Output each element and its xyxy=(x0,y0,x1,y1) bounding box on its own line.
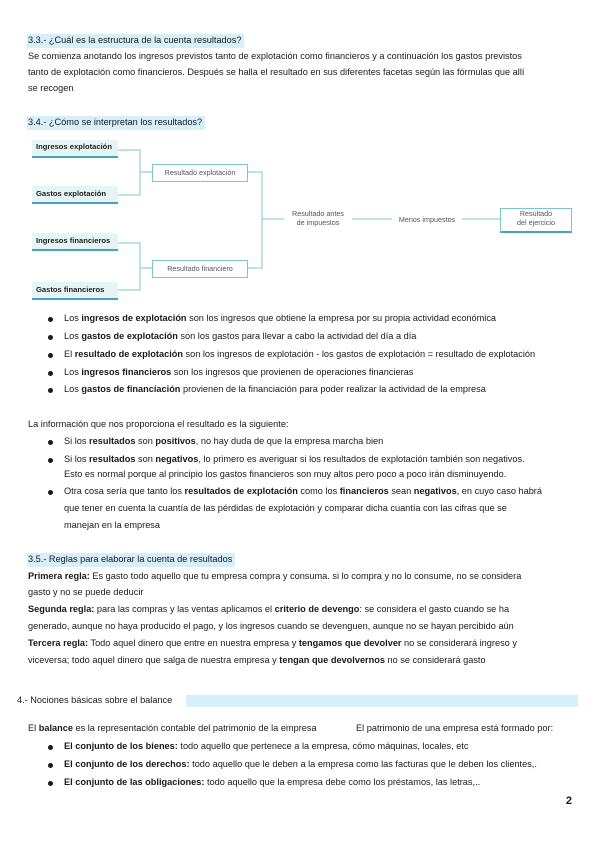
text: , lo primero es averiguar si los resultados de explotación también son negativos. xyxy=(198,454,525,464)
label-menos-impuestos: Menos impuestos xyxy=(392,214,462,226)
list-item xyxy=(64,366,413,379)
list-item xyxy=(64,453,525,466)
text: Otra cosa sería que tanto los xyxy=(64,486,185,496)
text: son los ingresos de explotación - los gastos de explotación = resultado de explotación xyxy=(182,349,536,359)
list-item xyxy=(64,348,535,361)
paragraph-line xyxy=(28,570,521,583)
text: todo aquello que la empresa debe como los préstamos, las letras,.. xyxy=(204,777,481,787)
text: Si los xyxy=(64,454,90,464)
paragraph-line: generado, aunque no haya producido el pago, y los ingresos cuando se devenguen, aunque no se hayan percibido aún xyxy=(28,621,514,631)
page-number: 2 xyxy=(565,795,572,807)
rule-label: Segunda regla: xyxy=(28,604,95,614)
text: Los xyxy=(64,384,82,394)
label-line: de impuestos xyxy=(296,218,340,227)
list-item xyxy=(64,435,383,448)
bold-term: resultado de explotación xyxy=(74,349,183,359)
bold-term: ingresos financieros xyxy=(81,367,172,377)
box-resultado-financiero: Resultado financiero xyxy=(152,260,248,278)
bold-term: resultados xyxy=(89,436,136,446)
text: no se considerará gasto xyxy=(384,655,486,665)
text: todo aquello que le deben a la empresa como las facturas que le deben los clientes,. xyxy=(189,759,537,769)
text: El xyxy=(28,723,39,733)
paragraph-line: se recogen xyxy=(28,83,74,93)
bullet xyxy=(48,745,53,750)
text: como los xyxy=(297,486,340,496)
text: , en cuyo caso habrá xyxy=(456,486,542,496)
text: son los gastos para llevar a cabo la actividad del día a día xyxy=(177,331,417,341)
bullet xyxy=(48,335,53,340)
list-item xyxy=(64,485,542,498)
bold-term: positivos xyxy=(155,436,196,446)
paragraph-line: tanto de explotación como financieros. Después se halla el resultado en sus diferentes facetas según las fórmulas que allí xyxy=(28,67,525,77)
section-3-3-heading: 3.3.- ¿Cuál es la estructura de la cuenta resultados? xyxy=(27,34,244,48)
bullet xyxy=(48,440,53,445)
text: no se considerará ingreso y xyxy=(401,638,517,648)
text: Todo aquel dinero que entre en nuestra empresa y xyxy=(88,638,299,648)
box-resultado-ejercicio xyxy=(500,208,572,233)
paragraph-line xyxy=(28,637,517,650)
box-ingresos-explotacion: Ingresos explotación xyxy=(32,140,118,158)
text: todo aquello que pertenece a la empresa, cómo máquinas, locales, etc xyxy=(177,741,469,751)
text: provienen de la financiación para poder realizar la actividad de la empresa xyxy=(180,384,486,394)
text: Si los xyxy=(64,436,90,446)
bold-term: tengamos que devolver xyxy=(298,638,402,648)
list-item xyxy=(64,383,486,396)
section-4-heading: 4.- Nociones básicas sobre el balance xyxy=(17,695,173,705)
paragraph-line xyxy=(28,722,317,735)
bullet xyxy=(48,781,53,786)
list-item-continuation: que tener en cuenta la cuantía de las pérdidas de explotación y comparar dicha cuantía con las cifras que se xyxy=(64,503,507,513)
list-item xyxy=(64,776,480,789)
bold-term: financieros xyxy=(339,486,389,496)
section-3-5-heading: 3.5.- Reglas para elaborar la cuenta de resultados xyxy=(27,553,235,567)
box-resultado-antes-impuestos xyxy=(284,208,352,232)
bullet xyxy=(48,763,53,768)
bold-term: El conjunto de las obligaciones: xyxy=(64,777,205,787)
text: Los xyxy=(64,367,82,377)
bold-term: gastos de financiación xyxy=(81,384,181,394)
section-4-heading-bar xyxy=(186,695,578,707)
list-item xyxy=(64,758,537,771)
list-item-continuation: manejan en la empresa xyxy=(64,520,161,530)
bold-term: resultados xyxy=(89,454,136,464)
label-line: Resultado antes xyxy=(292,209,344,218)
rule-label: Primera regla: xyxy=(28,571,90,581)
box-resultado-explotacion: Resultado explotación xyxy=(152,164,248,182)
text: Es gasto todo aquello que tu empresa compra y consuma. si lo compra y no lo consume, no se considera xyxy=(89,571,522,581)
bold-term: criterio de devengo xyxy=(274,604,360,614)
text: Los xyxy=(64,331,82,341)
paragraph-line: La información que nos proporciona el resultado es la siguiente: xyxy=(28,419,289,429)
text: El xyxy=(64,349,75,359)
list-item-continuation: Esto es normal porque al principio los gastos financieros son muy altos pero poco a poco irán disminuyendo. xyxy=(64,469,507,479)
text: viceversa; todo aquel dinero que salga de nuestra empresa y xyxy=(28,655,280,665)
bullet xyxy=(48,371,53,376)
box-ingresos-financieros: Ingresos financieros xyxy=(32,233,118,251)
list-item xyxy=(64,330,416,343)
bold-term: El conjunto de los bienes: xyxy=(64,741,178,751)
label-line: del ejercicio xyxy=(517,218,555,227)
section-3-4-heading: 3.4.- ¿Cómo se interpretan los resultados? xyxy=(27,116,205,130)
paragraph-line xyxy=(28,654,486,667)
box-gastos-financieros: Gastos financieros xyxy=(32,282,118,300)
bullet xyxy=(48,317,53,322)
bold-term: resultados de explotación xyxy=(184,486,298,496)
paragraph-line: Se comienza anotando los ingresos previstos tanto de explotación como financieros y a continuación los gastos previstos xyxy=(28,51,522,61)
text: son xyxy=(135,454,156,464)
bullet xyxy=(48,353,53,358)
bold-term: gastos de explotación xyxy=(81,331,178,341)
text: es la representación contable del patrimonio de la empresa xyxy=(72,723,317,733)
text: : se considera el gasto cuando se ha xyxy=(359,604,510,614)
text: son los ingresos que obtiene la empresa por su propia actividad económica xyxy=(186,313,497,323)
text: sean xyxy=(388,486,414,496)
text: , no hay duda de que la empresa marcha bien xyxy=(195,436,384,446)
bold-term: negativos xyxy=(413,486,457,496)
bold-term: ingresos de explotación xyxy=(81,313,187,323)
text: son xyxy=(135,436,156,446)
text: para las compras y las ventas aplicamos el xyxy=(94,604,275,614)
bold-term: balance xyxy=(38,723,73,733)
bullet xyxy=(48,458,53,463)
bullet xyxy=(48,388,53,393)
bullet xyxy=(48,490,53,495)
paragraph-line: El patrimonio de una empresa está formado por: xyxy=(356,723,554,733)
bold-term: tengan que devolvernos xyxy=(279,655,385,665)
paragraph-line xyxy=(28,603,509,616)
rule-label: Tercera regla: xyxy=(28,638,89,648)
list-item xyxy=(64,740,468,753)
text: son los ingresos que provienen de operaciones financieras xyxy=(171,367,414,377)
box-gastos-explotacion: Gastos explotación xyxy=(32,186,118,204)
bold-term: El conjunto de los derechos: xyxy=(64,759,190,769)
bold-term: negativos xyxy=(155,454,199,464)
label-line: Resultado xyxy=(519,209,553,218)
paragraph-line: gasto y no se puede deducir xyxy=(28,587,144,597)
list-item xyxy=(64,312,496,325)
text: Los xyxy=(64,313,82,323)
